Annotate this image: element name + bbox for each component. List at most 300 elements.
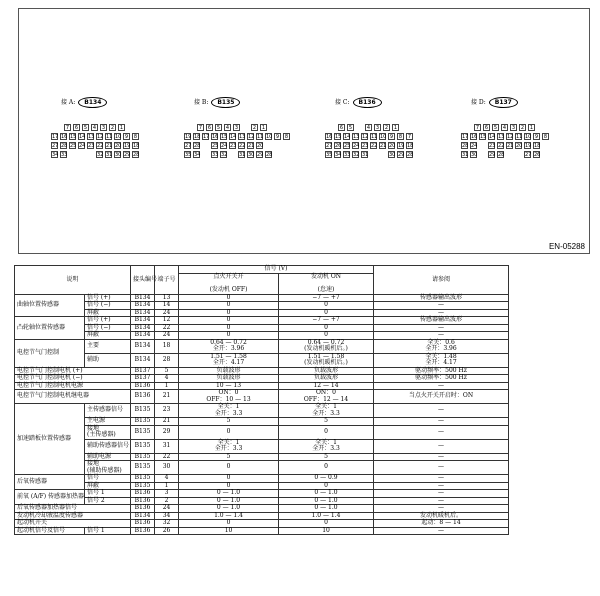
row-ignition-on: 0 [179,317,279,325]
row-engine-on: 0 — 1.0 [279,490,374,498]
connector-pin: 27 [326,143,333,149]
connector-pin: 29 [124,152,131,158]
row-subitem: 辅助 [85,353,131,367]
row-connector: B135 [131,482,155,490]
connector-pin: 15 [480,134,487,140]
table-row [15,527,509,535]
row-subitem: 接地 (主传感器) [85,425,131,439]
row-ignition-on: 0 [179,324,279,332]
row-note: — [374,425,509,439]
connector-pin: 12 [507,134,514,140]
connector-pin: 4 [92,125,97,131]
row-connector: B135 [131,404,155,418]
connector-pin: 12 [97,134,104,140]
row-note: 传感器输出波形 [374,294,509,302]
connector-pin: 28 [194,143,201,149]
header-note: 请参阅 [374,266,509,295]
row-terminal: 1 [155,482,179,490]
connector-pin: 25 [70,143,77,149]
connector-pin: 1 [393,125,398,131]
row-note: — [374,418,509,426]
connector-pin: 1 [529,125,534,131]
row-note: 全关：0.6 全开：3.96 [374,339,509,353]
row-ignition-on: 5 [179,453,279,461]
row-note: — [374,490,509,498]
header-connector: 接头编号 [131,266,155,295]
row-connector: B135 [131,418,155,426]
connector-pin: 28 [61,143,68,149]
header-description: 说明 [15,266,131,295]
row-engine-on: 1.0 — 1.4 [279,512,374,520]
connector-pin: 13 [88,134,95,140]
row-connector: B134 [131,317,155,325]
connector-pin: 21 [507,143,514,149]
row-engine-on: 0 [279,461,374,475]
row-subitem: 主传感器信号 [85,404,131,418]
connector-label-text: 接 C: [335,99,350,106]
connector-pin: 31 [106,152,113,158]
connector-pin: 15 [70,134,77,140]
connector-pin: 16 [326,134,333,140]
connector-pin: 9 [124,134,129,140]
row-note: — [374,404,509,418]
row-ignition-on: 全关：1 全开：3.3 [179,439,279,453]
connector-pin: 5 [216,125,221,131]
connector-pin: 9 [275,134,280,140]
connector-pin: 11 [106,134,113,140]
connector-label [194,97,240,108]
row-subitem: 辅助传感器信号 [85,439,131,453]
connector-pin: 17 [52,134,59,140]
row-group: 发动机冷却液温度传感器 [15,512,131,520]
connector-pin: 21 [248,143,255,149]
row-engine-on: 0 [279,309,374,317]
connector-pin: 4 [225,125,230,131]
row-note: — [374,482,509,490]
connector-pin: 35 [326,152,333,158]
table-row [15,390,509,404]
connector-pin: 27 [185,143,192,149]
connector-pin: 30 [389,152,396,158]
connector-pin: 31 [362,152,369,158]
connector-pin: 6 [74,125,79,131]
row-connector: B136 [131,382,155,390]
row-note: 全关：1.48 全开：4.17 [374,353,509,367]
connector-pin: 3 [511,125,516,131]
connector-pin: 34 [52,152,59,158]
connector-pin: 18 [534,143,541,149]
row-group: 加速踏板位置传感器 [15,404,85,475]
row-connector: B135 [131,453,155,461]
row-subitem: 主要 [85,339,131,353]
row-note: 起动：8 — 14 [374,520,509,528]
connector-pin: 14 [79,134,86,140]
connector-pin: 28 [266,152,273,158]
connector-pin: 18 [407,143,414,149]
connector-pin: 11 [516,134,523,140]
row-engine-on: 全关：1 全开：3.3 [279,404,374,418]
connector-pin: 11 [257,134,264,140]
row-group: 电控节气门控制电机 (+) [15,367,131,375]
row-terminal: 24 [155,332,179,340]
row-note: — [374,302,509,310]
connector-pin: 26 [534,152,541,158]
connector-pin: 2 [252,125,257,131]
connector-pin: 24 [353,143,360,149]
row-subitem: 辅助电源 [85,453,131,461]
table-row [15,475,509,483]
row-note: 驱动频率：500 Hz [374,367,509,375]
row-terminal: 24 [155,309,179,317]
connector-pin: 7 [475,125,480,131]
row-terminal: 34 [155,512,179,520]
connector-pin: 5 [83,125,88,131]
connector-pin: 13 [498,134,505,140]
row-engine-on: 0 [279,302,374,310]
row-subitem: 信号 (+) [85,317,131,325]
connector-pin: 34 [194,152,201,158]
connector-pin: 24 [471,143,478,149]
row-terminal: 4 [155,375,179,383]
connector-pin: 7 [198,125,203,131]
row-note: — [374,332,509,340]
row-engine-on: 0 [279,425,374,439]
connector-pin: 20 [516,143,523,149]
row-engine-on: 0 [279,324,374,332]
row-note: — [374,309,509,317]
row-terminal: 21 [155,390,179,404]
connector-pin: 29 [398,152,405,158]
row-subitem: 信号 1 [85,527,131,535]
row-engine-on: 1.51 — 1.58 (发动机暖机后。) [279,353,374,367]
row-subitem: 屏蔽 [85,309,131,317]
connector-pin: 5 [348,125,353,131]
row-ignition-on: 0 [179,425,279,439]
row-ignition-on: ON：0 OFF：10 — 13 [179,390,279,404]
connector-diagram [18,8,590,254]
row-ignition-on: 0.64 — 0.72 全开：3.96 [179,339,279,353]
row-subitem: 信号 (−) [85,302,131,310]
connector-pin: 22 [239,143,246,149]
connector-pin: 24 [79,143,86,149]
connector-pin: 19 [124,143,131,149]
row-ignition-on: 10 [179,527,279,535]
connector-pin: 32 [97,152,104,158]
row-engine-on: 0 — 1.0 [279,505,374,513]
connector-pin: 14 [344,134,351,140]
row-engine-on: 0.64 — 0.72 (发动机暖机后。) [279,339,374,353]
connector-pin: 18 [194,134,201,140]
row-terminal: 28 [155,353,179,367]
row-terminal: 32 [155,520,179,528]
row-note: — [374,527,509,535]
row-connector: B135 [131,461,155,475]
row-ignition-on: 0 [179,520,279,528]
row-note: — [374,324,509,332]
row-ignition-on: 0 [179,309,279,317]
row-engine-on: 5 [279,418,374,426]
connector-pin: 27 [52,143,59,149]
header-ignition-on: 点火开关开 (发动机 OFF) [179,273,279,294]
connector-pin: 8 [543,134,548,140]
row-note: 传感器输出波形 [374,317,509,325]
row-note: — [374,475,509,483]
connector-pin: 12 [248,134,255,140]
table-row [15,418,509,426]
row-group: 电控节气门控制电机继电器 [15,390,131,404]
connector-code: B134 [78,97,107,108]
row-terminal: 23 [155,404,179,418]
connector-pin: 10 [266,134,273,140]
row-group: 前氧 (A/F) 传感器加热器 [15,490,85,505]
connector-pin: 13 [353,134,360,140]
row-connector: B135 [131,425,155,439]
row-ignition-on: 0 [179,475,279,483]
connector-pin: 30 [248,152,255,158]
connector-pin: 1 [261,125,266,131]
connector-pin: 6 [339,125,344,131]
connector-pin: 1 [119,125,124,131]
row-engine-on: 10 [279,527,374,535]
row-connector: B136 [131,490,155,498]
connector-label-text: 接 A: [61,99,76,106]
row-note: — [374,439,509,453]
connector-pin: 2 [520,125,525,131]
figure-id: EN-05288 [548,242,585,251]
connector-pin: 30 [471,152,478,158]
row-connector: B137 [131,375,155,383]
connector-pin: 32 [353,152,360,158]
connector-pin: 23 [362,143,369,149]
connector-pin: 10 [380,134,387,140]
connector-pin: 20 [389,143,396,149]
connector-pin: 12 [362,134,369,140]
connector-pin: 6 [207,125,212,131]
row-subitem: 屏蔽 [85,332,131,340]
connector-pin: 7 [65,125,70,131]
row-subitem: 主电源 [85,418,131,426]
row-terminal: 26 [155,527,179,535]
row-group: 后氧传感器 [15,475,85,490]
table-row [15,497,509,505]
connector-pin: 9 [389,134,394,140]
table-row [15,375,509,383]
connector-pin: 23 [88,143,95,149]
connector-pin: 29 [257,152,264,158]
header-engine-on: 发动机 ON (怠速) [279,273,374,294]
connector-pin: 27 [525,152,532,158]
table-row [15,404,509,418]
row-ignition-on: 0 — 1.0 [179,505,279,513]
signal-spec-table [14,265,509,535]
connector-pin: 28 [133,152,140,158]
row-terminal: 24 [155,505,179,513]
row-connector: B134 [131,353,155,367]
row-group: 电控节气门控制 [15,339,85,367]
connector-pin: 16 [61,134,68,140]
connector-pin: 28 [407,152,414,158]
row-ignition-on: 1.51 — 1.58 全开：4.17 [179,353,279,367]
table-row [15,339,509,353]
row-connector: B134 [131,294,155,302]
connector-pin: 24 [221,143,228,149]
row-ignition-on: 负载波形 [179,375,279,383]
connector-pin: 2 [110,125,115,131]
connector-pin: 17 [203,134,210,140]
row-subitem: 屏蔽 [85,482,131,490]
header-signal: 信号 (V) [179,266,374,274]
connector-pin: 7 [407,134,412,140]
row-group: 电控节气门控制电机电源 [15,382,131,390]
row-engine-on: 全关：1 全开：3.3 [279,439,374,453]
connector-pin: 16 [212,134,219,140]
connector-pin: 35 [185,152,192,158]
connector-pin: 23 [489,143,496,149]
row-connector: B136 [131,497,155,505]
table-row [15,439,509,453]
row-engine-on: 12 — 14 [279,382,374,390]
connector-pin: 17 [462,134,469,140]
connector-pin: 34 [335,152,342,158]
connector-pin: 22 [97,143,104,149]
connector-pin: 23 [230,143,237,149]
connector-pin: 20 [115,143,122,149]
connector-label [471,97,518,108]
row-engine-on: 负载波形 [279,367,374,375]
connector-pin: 22 [371,143,378,149]
row-terminal: 2 [155,497,179,505]
row-engine-on: 5 [279,453,374,461]
connector-pin: 25 [344,143,351,149]
connector-pin: 11 [371,134,378,140]
connector-pin: 10 [525,134,532,140]
row-connector: B136 [131,505,155,513]
row-connector: B134 [131,332,155,340]
row-terminal: 30 [155,461,179,475]
connector-pin: 29 [489,152,496,158]
table-row [15,302,509,310]
row-ignition-on: 0 [179,482,279,490]
row-connector: B136 [131,390,155,404]
row-connector: B135 [131,475,155,483]
connector-pin: 8 [284,134,289,140]
connector-pin: 21 [106,143,113,149]
connector-code: B136 [353,97,382,108]
row-ignition-on: 0 [179,332,279,340]
connector-pin: 32 [221,152,228,158]
connector-pin: 33 [212,152,219,158]
row-terminal: 1 [155,382,179,390]
row-note: — [374,382,509,390]
row-engine-on: 0 [279,332,374,340]
connector-pin: 25 [212,143,219,149]
connector-pin: 6 [484,125,489,131]
row-connector: B134 [131,324,155,332]
row-note: — [374,505,509,513]
row-group: 曲轴位置传感器 [15,294,85,317]
row-terminal: 22 [155,453,179,461]
row-group: 凸轮轴位置传感器 [15,317,85,340]
connector-pin: 33 [61,152,68,158]
connector-pin: 31 [462,152,469,158]
connector-pin: 26 [335,143,342,149]
row-terminal: 14 [155,302,179,310]
row-engine-on: 0 — 1.0 [279,497,374,505]
connector-pin: 5 [493,125,498,131]
row-note: — [374,453,509,461]
connector-pin: 21 [380,143,387,149]
table-row [15,461,509,475]
row-terminal: 22 [155,324,179,332]
connector-pin: 16 [471,134,478,140]
row-group: 后氧传感器加热器信号 [15,505,131,513]
connector-code: B137 [489,97,518,108]
row-note: — [374,497,509,505]
row-terminal: 13 [155,294,179,302]
row-terminal: 5 [155,367,179,375]
connector-pin: 15 [221,134,228,140]
row-engine-on: 0 — 0.9 [279,475,374,483]
connector-pin: 3 [375,125,380,131]
connector-pin: 30 [115,152,122,158]
row-note: — [374,461,509,475]
row-connector: B136 [131,527,155,535]
table-row [15,382,509,390]
row-connector: B137 [131,367,155,375]
connector-label-text: 接 B: [194,99,209,106]
connector-label [335,97,382,108]
connector-pin: 13 [239,134,246,140]
row-note: 发动机暖机后。 [374,512,509,520]
connector-pin: 19 [185,134,192,140]
connector-pin: 31 [239,152,246,158]
row-terminal: 4 [155,475,179,483]
row-ignition-on: 1.0 — 1.4 [179,512,279,520]
connector-pin: 20 [257,143,264,149]
table-row [15,520,509,528]
connector-pin: 18 [133,143,140,149]
row-engine-on: −7 — +7 [279,317,374,325]
table-row [15,332,509,340]
connector-pin: 9 [534,134,539,140]
row-terminal: 3 [155,490,179,498]
row-ignition-on: 0 — 1.0 [179,497,279,505]
row-ignition-on: 负载波形 [179,367,279,375]
row-connector: B134 [131,339,155,353]
row-note: 当点火开关开启时：ON [374,390,509,404]
row-terminal: 21 [155,418,179,426]
row-subitem: 信号 1 [85,490,131,498]
row-subitem: 信号 (−) [85,324,131,332]
row-connector: B136 [131,520,155,528]
connector-pin: 19 [525,143,532,149]
table-row [15,490,509,498]
row-ignition-on: 全关：1 全开：3.3 [179,404,279,418]
connector-pin: 8 [398,134,403,140]
row-connector: B134 [131,302,155,310]
row-group: 起动机开关 [15,520,131,528]
connector-pin: 2 [384,125,389,131]
connector-pin: 28 [462,143,469,149]
table-row [15,505,509,513]
table-row [15,353,509,367]
row-subitem: 接地 (辅助传感器) [85,461,131,475]
connector-pin: 28 [498,152,505,158]
row-connector: B135 [131,439,155,453]
row-ignition-on: 0 [179,461,279,475]
connector-code: B135 [211,97,240,108]
connector-pin: 3 [101,125,106,131]
